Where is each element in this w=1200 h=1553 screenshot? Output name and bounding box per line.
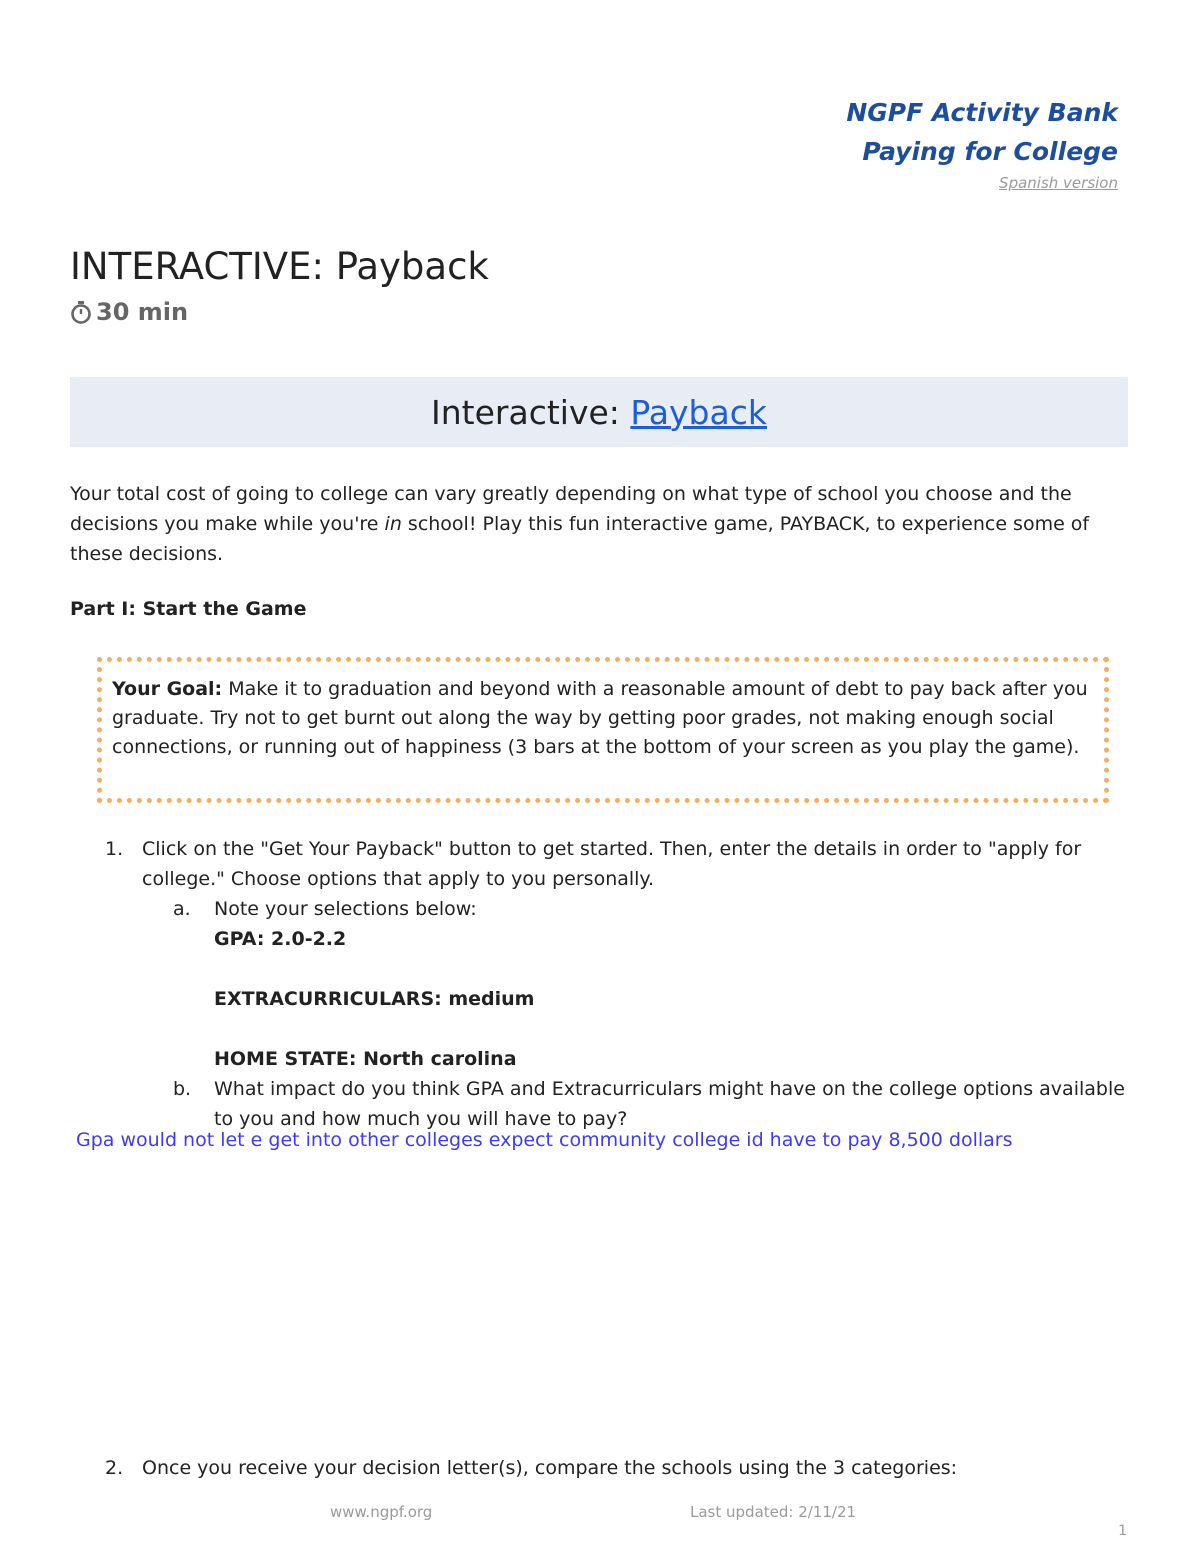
- home-state-selection: HOME STATE: North carolina: [214, 1048, 517, 1070]
- step-1a-letter: a.: [173, 898, 191, 920]
- step-1b-letter: b.: [173, 1078, 192, 1100]
- step-1a: [142, 894, 1130, 1074]
- activity-bank-subtitle: Paying for College: [862, 137, 1118, 166]
- step-1b: [142, 1074, 1130, 1134]
- page-number: 1: [1118, 1523, 1127, 1539]
- duration-text: 30 min: [96, 298, 189, 326]
- extracurriculars-selection: EXTRACURRICULARS: medium: [214, 988, 535, 1010]
- student-answer[interactable]: Gpa would not let e get into other colleges expect community college id have to pay 8,500 dollars: [76, 1129, 1013, 1151]
- spanish-version-link[interactable]: Spanish version: [999, 174, 1118, 192]
- steps-list: [70, 834, 1130, 1134]
- step-1-text: Click on the "Get Your Payback" button to get started. Then, enter the details in order to "apply for college." Choose options that apply to you personally.: [142, 838, 1082, 890]
- step-1: [70, 834, 1130, 894]
- step-1-number: 1.: [105, 838, 124, 860]
- step-1a-text: Note your selections below:: [214, 898, 477, 920]
- step-2: [70, 1453, 1130, 1483]
- footer-url[interactable]: www.ngpf.org: [330, 1503, 433, 1521]
- stopwatch-icon: [70, 300, 92, 324]
- banner-text: [431, 393, 767, 432]
- step-1b-text: What impact do you think GPA and Extracurriculars might have on the college options available to you and how much you will have to pay?: [214, 1078, 1125, 1130]
- goal-label: Your Goal:: [112, 678, 223, 700]
- duration: [70, 298, 188, 326]
- intro-part2: school! Play this fun interactive game, PAYBACK, to experience some of these decisions.: [70, 513, 1090, 565]
- intro-italic: in: [384, 513, 402, 535]
- interactive-banner: [70, 377, 1128, 447]
- intro-part1: Your total cost of going to college can vary greatly depending on what type of school you choose and the decisions you make while you're: [70, 483, 1072, 535]
- step-2-number: 2.: [105, 1457, 124, 1479]
- footer-updated: Last updated: 2/11/21: [690, 1503, 857, 1521]
- goal-box: [97, 657, 1109, 803]
- goal-text: Make it to graduation and beyond with a reasonable amount of debt to pay back after you graduate. Try not to get burnt out along the way by getting poor grades, not making enough social connections, or running out of happiness (3 bars at the bottom of your screen as you play the game).: [112, 678, 1088, 758]
- payback-link[interactable]: Payback: [630, 392, 767, 432]
- activity-bank-title: NGPF Activity Bank: [846, 98, 1118, 127]
- page-title: INTERACTIVE: Payback: [70, 245, 489, 288]
- part-heading: Part I: Start the Game: [70, 598, 307, 620]
- intro-paragraph: [70, 479, 1130, 569]
- step-2-text: Once you receive your decision letter(s), compare the schools using the 3 categories:: [142, 1457, 958, 1479]
- gpa-selection: GPA: 2.0-2.2: [214, 928, 347, 950]
- banner-prefix: Interactive:: [431, 392, 631, 432]
